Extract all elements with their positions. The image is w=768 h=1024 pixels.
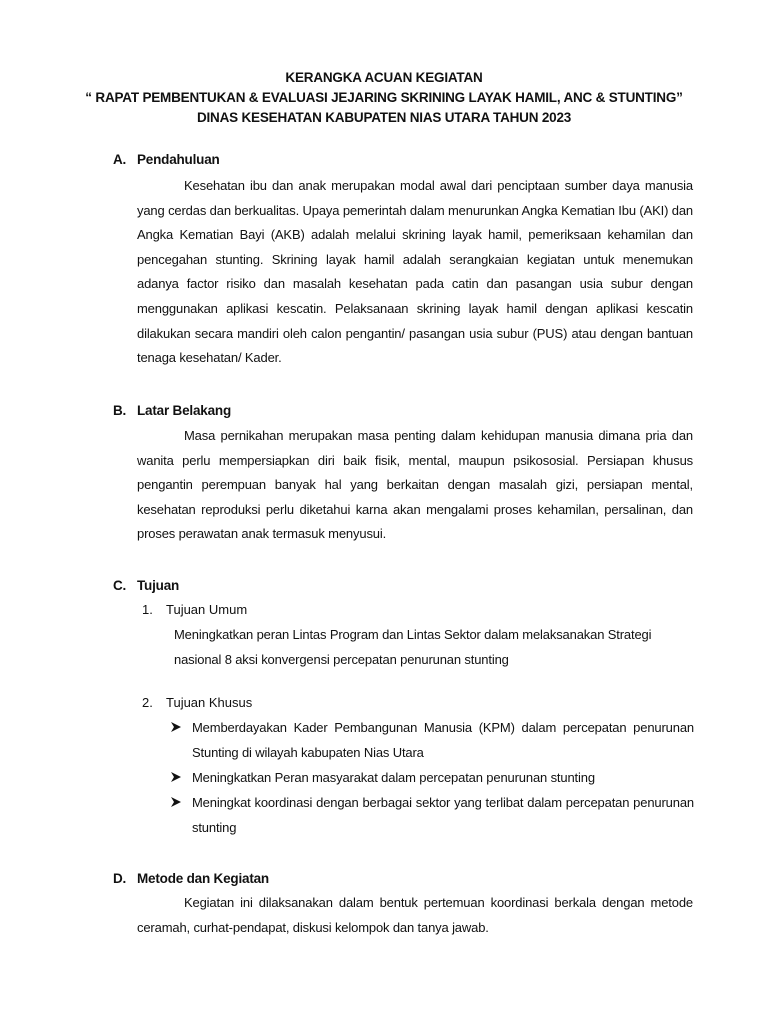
- objective-general-number: 1.: [142, 602, 153, 617]
- objective-general-label: Tujuan Umum: [166, 602, 248, 617]
- bullet-text: Memberdayakan Kader Pembangunan Manusia (KPM) dalam percepatan penurunan Stunting di wilayah kabupaten Nias Utara: [192, 720, 694, 760]
- document-title-block: [0, 68, 768, 128]
- objective-general-text: Meningkatkan peran Lintas Program dan Lintas Sektor dalam melaksanakan Strategi nasional 8 aksi konvergensi percepatan penurunan stunting: [174, 627, 652, 667]
- bullet-text: Meningkatkan Peran masyarakat dalam percepatan penurunan stunting: [192, 770, 595, 785]
- section-d-text: Kegiatan ini dilaksanakan dalam bentuk pertemuan koordinasi berkala dengan metode ceramah, curhat-pendapat, diskusi kelompok dan tanya jawab.: [137, 895, 693, 935]
- section-b-letter: B.: [113, 403, 127, 418]
- objective-specific-label: Tujuan Khusus: [166, 695, 253, 710]
- section-b-heading: [113, 403, 231, 418]
- section-c-title: Tujuan: [137, 578, 180, 593]
- section-b-title: Latar Belakang: [137, 403, 231, 418]
- section-a-text: Kesehatan ibu dan anak merupakan modal awal dari penciptaan sumber daya manusia yang cerdas dan berkualitas. Upaya pemerintah dalam menurunkan Angka Kematian Ibu (AKI) dan Angka Kematian Bayi (AKB) adalah melalui skrining layak hamil, pemeriksaan kehamilan dan pencegahan stunting. Skrining layak hamil adalah serangkaian kegiatan untuk menemukan adanya factor risiko dan masalah kesehatan pada catin dan pasangan usia subur dengan menggunakan aplikasi kescatin. Pelaksanaan skrining layak hamil dengan aplikasi kescatin dilakukan secara mandiri oleh calon pengantin/ pasangan usia subur (PUS) atau dengan bantuan tenaga kesehatan/ Kader.: [137, 178, 693, 366]
- objective-specific-number: 2.: [142, 695, 153, 710]
- arrowhead-bullet-icon: [170, 765, 188, 791]
- list-item: [170, 715, 694, 765]
- section-b-text: Masa pernikahan merupakan masa penting dalam kehidupan manusia dimana pria dan wanita perlu mempersiapkan diri baik fisik, mental, maupun psikososial. Persiapan khusus pengantin perempuan banyak hal yang berkaitan dengan masalah gizi, persiapan mental, kesehatan reproduksi perlu diketahui karna akan mengalami proses kehamilan, persalinan, dan proses perawatan anak termasuk menyusui.: [137, 428, 693, 542]
- document-subtitle: “ RAPAT PEMBENTUKAN & EVALUASI JEJARING SKRINING LAYAK HAMIL, ANC & STUNTING”: [85, 90, 683, 105]
- list-item: [170, 765, 694, 790]
- section-d-letter: D.: [113, 871, 127, 886]
- section-c-heading: [113, 578, 179, 593]
- section-a-paragraph: [137, 174, 693, 371]
- document-title: KERANGKA ACUAN KEGIATAN: [285, 70, 483, 85]
- arrowhead-bullet-icon: [170, 790, 188, 816]
- objective-specific-heading: [142, 695, 252, 710]
- section-d-title: Metode dan Kegiatan: [137, 871, 269, 886]
- section-a-letter: A.: [113, 152, 127, 167]
- document-agency: DINAS KESEHATAN KABUPATEN NIAS UTARA TAHUN 2023: [196, 110, 572, 125]
- section-a-title: Pendahuluan: [137, 152, 220, 167]
- list-item: [170, 790, 694, 840]
- section-d-heading: [113, 871, 269, 886]
- section-a-heading: [113, 152, 220, 167]
- bullet-text: Meningkat koordinasi dengan berbagai sektor yang terlibat dalam percepatan penurunan stunting: [192, 795, 694, 835]
- section-d-paragraph: [137, 891, 693, 940]
- arrowhead-bullet-icon: [170, 715, 188, 741]
- section-b-paragraph: [137, 424, 693, 547]
- section-c-letter: C.: [113, 578, 127, 593]
- objective-general-heading: [142, 602, 247, 617]
